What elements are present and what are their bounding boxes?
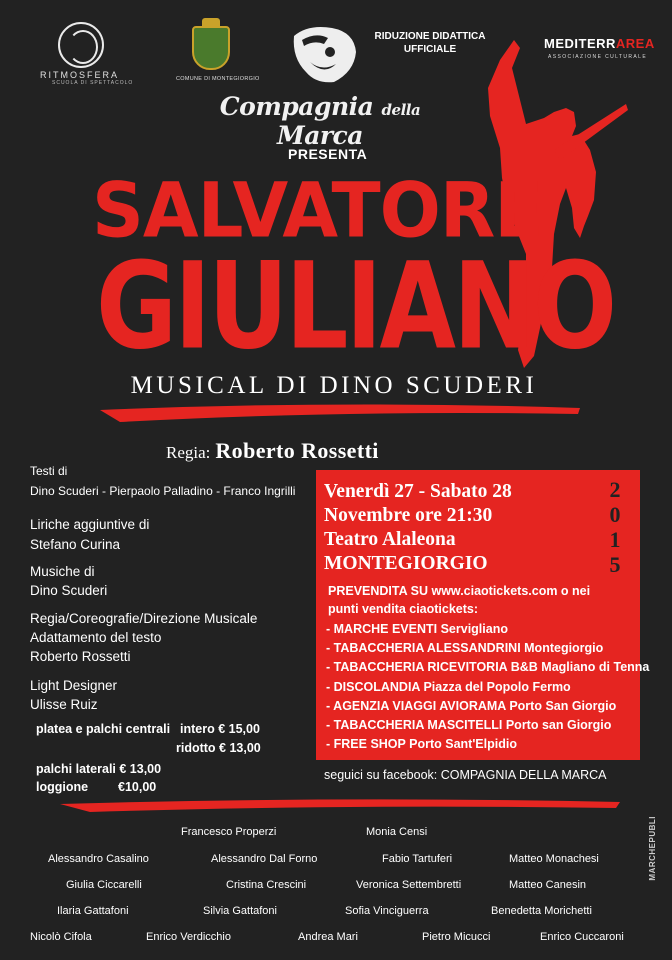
list-item: - TABACCHERIA ALESSANDRINI Montegiorgio [326, 641, 604, 656]
compagnia-word: Compagnia [219, 92, 382, 121]
event-venue: Teatro Alaleona [324, 529, 456, 550]
event-city: MONTEGIORGIO [324, 553, 488, 574]
price-laterali: palchi laterali € 13,00 [36, 762, 162, 776]
cast-member: Alessandro Dal Forno [211, 853, 318, 865]
compagnia-title [180, 92, 460, 150]
cast-member: Pietro Micucci [422, 931, 491, 943]
riduzione-didattica-label: RIDUZIONE DIDATTICA UFFICIALE [374, 31, 486, 55]
prevendita-line-1: PREVENDITA SU www.ciaotickets.com o nei [328, 584, 591, 598]
platea-label: platea e palchi centrali [36, 722, 171, 736]
marchepubli-logo: MARCHEPUBLI [648, 816, 657, 881]
cast-member: Cristina Crescini [226, 879, 307, 891]
cast-member: Francesco Properzi [181, 826, 277, 838]
cast-member: Matteo Canesin [509, 879, 587, 891]
price-intero: intero € 15,00 [180, 722, 260, 736]
red-brush-divider [100, 402, 580, 422]
ritmosfera-logo-text: RITMOSFERA [40, 70, 120, 80]
cast-member: Benedetta Morichetti [491, 905, 592, 917]
ritmosfera-logo-subtext: SCUOLA DI SPETTACOLO [52, 80, 134, 86]
list-item: - DISCOLANDIA Piazza del Popolo Fermo [326, 679, 571, 694]
year-digit: 1 [609, 527, 621, 552]
list-item: - FREE SHOP Porto Sant'Elpidio [326, 737, 517, 752]
list-item: - TABACCHERIA RICEVITORIA B&B Magliano di Tenna [326, 660, 650, 675]
event-main-info [324, 480, 512, 576]
cast-member: Enrico Cuccaroni [540, 931, 624, 943]
cast-member: Giulia Ciccarelli [66, 879, 142, 891]
event-year [604, 477, 626, 577]
list-item: - AGENZIA VIAGGI AVIORAMA Porto San Giorgio [326, 698, 617, 713]
regia-coreografie-name: Roberto Rossetti [30, 649, 131, 664]
cast-member: Andrea Mari [298, 931, 358, 943]
adattamento-label: Adattamento del testo [30, 630, 162, 645]
cast-member: Sofia Vinciguerra [345, 905, 429, 917]
title-line-1: SALVATORE [92, 165, 543, 255]
cast-member: Alessandro Casalino [48, 853, 149, 865]
testi-names: Dino Scuderi - Pierpaolo Palladino - Franco Ingrilli [30, 484, 296, 498]
liriche-label: Liriche aggiuntive di [30, 517, 150, 532]
regia-line [166, 438, 379, 464]
loggione-label: loggione [36, 780, 89, 794]
marca-word: Marca [277, 121, 363, 150]
mediterr-text: MEDITERR [544, 36, 616, 51]
mediterrarea-subtext: ASSOCIAZIONE CULTURALE [548, 54, 648, 60]
cast-member: Veronica Settembretti [356, 879, 462, 891]
prevendita-line-2: punti vendita ciaotickets: [328, 601, 479, 616]
area-text: AREA [615, 36, 655, 51]
comune-crest-icon [192, 26, 230, 70]
list-item: - TABACCHERIA MASCITELLI Porto san Giorgio [326, 718, 612, 733]
sales-points-list [326, 620, 649, 754]
musiche-name: Dino Scuderi [30, 583, 108, 598]
list-item: - MARCHE EVENTI Servigliano [326, 622, 508, 636]
year-digit: 5 [609, 552, 621, 577]
facebook-line: seguici su facebook: COMPAGNIA DELLA MARCA [324, 768, 607, 782]
theatre-mask-logo-icon [288, 22, 360, 86]
cast-member: Silvia Gattafoni [203, 905, 277, 917]
event-dates: Venerdì 27 - Sabato 28 [324, 481, 512, 502]
presenta-label: PRESENTA [288, 146, 368, 162]
year-digit: 0 [609, 502, 621, 527]
comune-label: COMUNE DI MONTEGIORGIO [176, 76, 260, 82]
liriche-name: Stefano Curina [30, 537, 121, 552]
cast-member: Ilaria Gattafoni [57, 905, 129, 917]
ritmosfera-logo-icon [58, 22, 104, 68]
cast-member: Enrico Verdicchio [146, 931, 231, 943]
price-loggione: €10,00 [118, 780, 157, 794]
cast-member: Fabio Tartuferi [382, 853, 453, 865]
regia-coreografie-label: Regia/Coreografie/Direzione Musicale [30, 611, 258, 626]
title-line-2: GIULIANO [96, 236, 615, 377]
light-designer-name: Ulisse Ruiz [30, 697, 98, 712]
price-ridotto: ridotto € 13,00 [176, 741, 261, 755]
light-designer-label: Light Designer [30, 678, 118, 693]
regia-name: Roberto Rossetti [215, 438, 379, 463]
red-brush-divider-2 [60, 794, 620, 812]
event-time: Novembre ore 21:30 [324, 505, 493, 526]
prevendita-info [328, 583, 638, 619]
cast-member: Matteo Monachesi [509, 853, 599, 865]
regia-label: Regia: [166, 443, 211, 462]
subtitle: MUSICAL DI DINO SCUDERI [130, 372, 538, 399]
della-word: della [381, 101, 421, 119]
cast-member: Monia Censi [366, 826, 428, 838]
testi-label: Testi di [30, 464, 68, 478]
musiche-label: Musiche di [30, 564, 95, 579]
cast-member: Nicolò Cifola [30, 931, 92, 943]
year-digit: 2 [609, 477, 621, 502]
